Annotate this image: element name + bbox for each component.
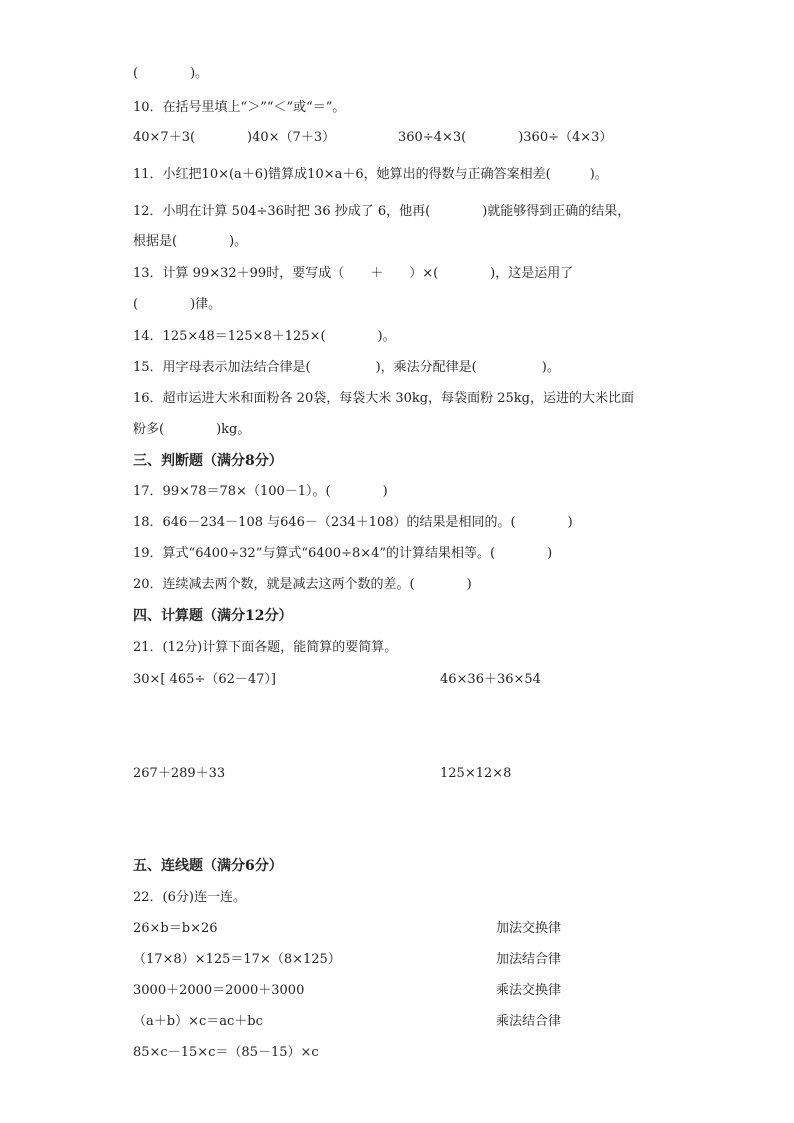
q11-expr-correct: 10×(a＋6) <box>201 167 269 182</box>
match-right-2: 加法结合律 <box>496 952 562 967</box>
match-right-1: 加法交换律 <box>496 921 562 936</box>
question-20: 20．连续减去两个数，就是减去这两个数的差。( ) <box>133 577 472 592</box>
question-12: 12．小明在计算 504÷36时把 36 抄成了 6，他再( )就能够得到正确的结果， <box>133 204 631 219</box>
calc-1: 30×[ 465÷（62－47）] <box>133 672 277 687</box>
calc-2: 46×36＋36×54 <box>440 672 541 687</box>
calc-3: 267＋289＋33 <box>133 766 226 781</box>
question-13: 13．计算 99×32＋99时，要写成（ ＋ ）×( )，这是运用了 <box>133 266 574 281</box>
q10-compare-b: 360÷4×3( )360÷（4×3） <box>398 130 613 145</box>
calc-4: 125×12×8 <box>440 766 512 781</box>
match-left-3: 3000＋2000＝2000＋3000 <box>133 983 305 998</box>
question-16: 16．超市运进大米和面粉各 20袋，每袋大米 30kg，每袋面粉 25kg，运进的大米比面 <box>133 391 634 406</box>
match-right-3: 乘法交换律 <box>496 983 562 998</box>
question-12-cont: 根据是( )。 <box>133 234 248 249</box>
q11-post: ，她算出的得数与正确答案相差( )。 <box>363 167 608 182</box>
match-left-2: （17×8）×125＝17×（8×125） <box>133 952 341 967</box>
match-left-1: 26×b＝b×26 <box>133 921 218 936</box>
q10-compare-a: 40×7＋3( )40×（7＋3） <box>133 130 336 145</box>
section-4-heading: 四、计算题（满分12分） <box>133 608 293 624</box>
question-17: 17．99×78＝78×（100－1）。( ) <box>133 484 388 499</box>
match-left-5: 85×c－15×c＝（85－15）×c <box>133 1045 319 1060</box>
q9-tail: ( )。 <box>133 66 209 81</box>
section-3-heading: 三、判断题（满分8分） <box>133 453 283 469</box>
q11-mid: 错算成 <box>268 167 308 182</box>
question-16-cont: 粉多( )kg。 <box>133 422 251 437</box>
match-left-4: （a＋b）×c＝ac＋bc <box>133 1014 263 1029</box>
section-5-heading: 五、连线题（满分6分） <box>133 858 283 874</box>
question-18: 18．646－234－108 与646－（234＋108）的结果是相同的。( ) <box>133 515 573 530</box>
question-10: 10．在括号里填上“＞”“＜”或“＝”。 <box>133 100 346 115</box>
question-13-cont: ( )律。 <box>133 297 222 312</box>
question-15: 15．用字母表示加法结合律是( )，乘法分配律是( )。 <box>133 360 560 375</box>
question-11 <box>133 165 608 185</box>
q11-expr-wrong: 10×a＋6 <box>307 167 364 182</box>
question-19: 19．算式“6400÷32”与算式“6400÷8×4”的计算结果相等。( ) <box>133 546 553 561</box>
match-right-4: 乘法结合律 <box>496 1014 562 1029</box>
q11-pre: 11．小红把 <box>133 167 202 182</box>
question-21: 21．(12分)计算下面各题，能简算的要简算。 <box>133 640 398 655</box>
question-22: 22．(6分)连一连。 <box>133 890 246 905</box>
question-14: 14．125×48＝125×8＋125×( )。 <box>133 329 396 344</box>
